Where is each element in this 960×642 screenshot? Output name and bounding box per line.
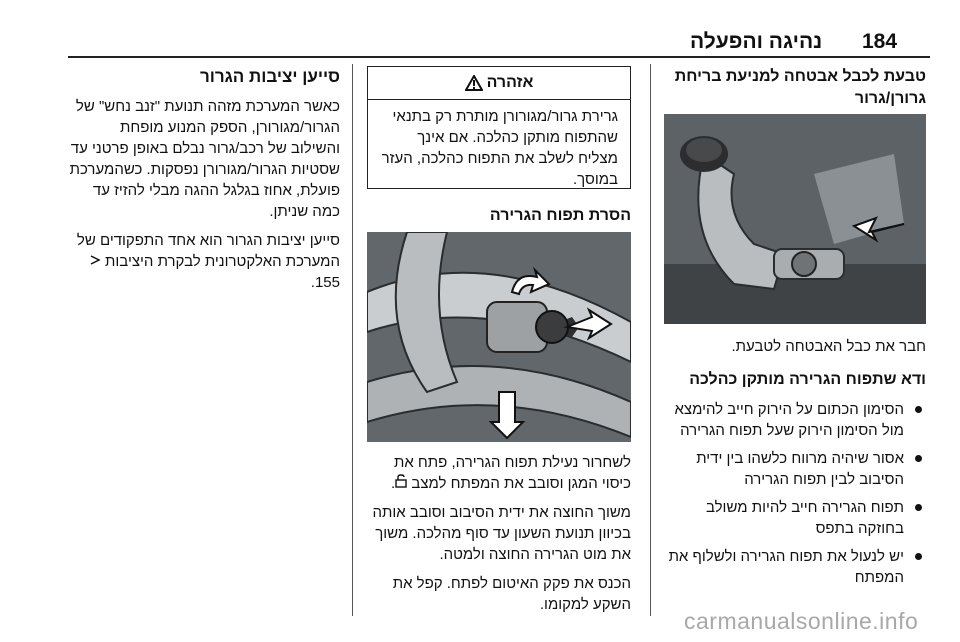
checklist-heading: ודא שתפוח הגרירה מותקן כהלכה — [689, 371, 926, 388]
bullet-icon — [915, 553, 922, 560]
column-divider-right — [650, 64, 651, 616]
right-column — [664, 66, 926, 118]
warning-triangle-icon — [465, 75, 483, 91]
cable-caption: חבר את כבל האבטחה לטבעת. — [731, 338, 926, 355]
watermark: carmanualsonline.info — [684, 608, 919, 634]
right-column-body — [664, 336, 926, 595]
warning-header — [368, 67, 630, 100]
removal-heading-wrap — [367, 205, 631, 235]
page-reference[interactable]: 155 — [314, 274, 340, 291]
section-title: נהיגה והפעלה — [690, 30, 823, 53]
right-column-title: טבעת לכבל אבטחה למניעת בריחת גרורן/גרור — [674, 68, 926, 107]
removal-illustration — [367, 232, 631, 442]
removal-photo — [367, 232, 631, 442]
removal-step-2: משוך החוצה את ידית הסיבוב וסובב אותה בכיוון תנועת השעון עד סוף מהלכה. משוך את מוט הגרירה החוצה ולמטה. — [372, 504, 631, 563]
removal-steps — [367, 452, 631, 623]
tow-hook-photo — [664, 114, 926, 324]
unlock-icon — [395, 474, 407, 488]
tow-hook-illustration — [664, 114, 926, 324]
checklist-item: אסור שיהיה מרווח כלשהו בין ידית הסיבוב לבין תפוח הגרירה — [664, 448, 926, 490]
bullet-icon — [915, 504, 922, 511]
stability-p1: כאשר המערכת מזהה תנועת "זנב נחש" של הגרור/מגורורן, הספק המנוע מופחת והשילוב של רכב/גרור נבלם באופן פרטני עד שסטיות הגרור/מגורורן נפסקות. כשהמערכת פועלת, אחוז בגלגל ההגה מבלי להזיז עד כמה שניתן. — [69, 98, 340, 220]
warning-box — [367, 66, 631, 189]
page-header — [0, 0, 960, 60]
checklist-item: הסימון הכתום על הירוק חייב להימצא מול הסימון הירוק שעל תפוח הגרירה — [664, 399, 926, 441]
bullet-icon — [915, 406, 922, 413]
stability-title: סייען יציבות הגרור — [199, 67, 340, 86]
warning-label: אזהרה — [486, 74, 534, 91]
column-divider-left — [352, 64, 353, 616]
checklist-item: תפוח הגרירה חייב להיות משולב בחוזקה בתפס — [664, 497, 926, 539]
bullet-icon — [915, 455, 922, 462]
page-reference-icon — [89, 254, 101, 266]
checklist — [664, 399, 926, 588]
removal-heading: הסרת תפוח הגרירה — [489, 207, 631, 224]
header-rule — [68, 56, 930, 58]
checklist-item: יש לנעול את תפוח הגרירה ולשלוף את המפתח — [664, 546, 926, 588]
removal-step-1: לשחרור נעילת תפוח הגרירה, פתח את כיסוי המגן וסובב את המפתח למצב . — [391, 454, 631, 492]
page-number: 184 — [862, 30, 898, 53]
left-column — [68, 66, 340, 301]
stability-p2: סייען יציבות הגרור הוא אחד התפקודים של המערכת האלקטרונית לבקרת היציבות 155. — [76, 232, 340, 291]
warning-text: גרירת גרור/מגורורן מותרת רק בתנאי שהתפוח מותקן כהלכה. אם אינך מצליח לשלב את התפוח כהלכה, העזר במוסך. — [381, 108, 618, 188]
removal-step-3: הכנס את פקק האיטום לפתח. קפל את השקע למקומו. — [392, 575, 631, 613]
